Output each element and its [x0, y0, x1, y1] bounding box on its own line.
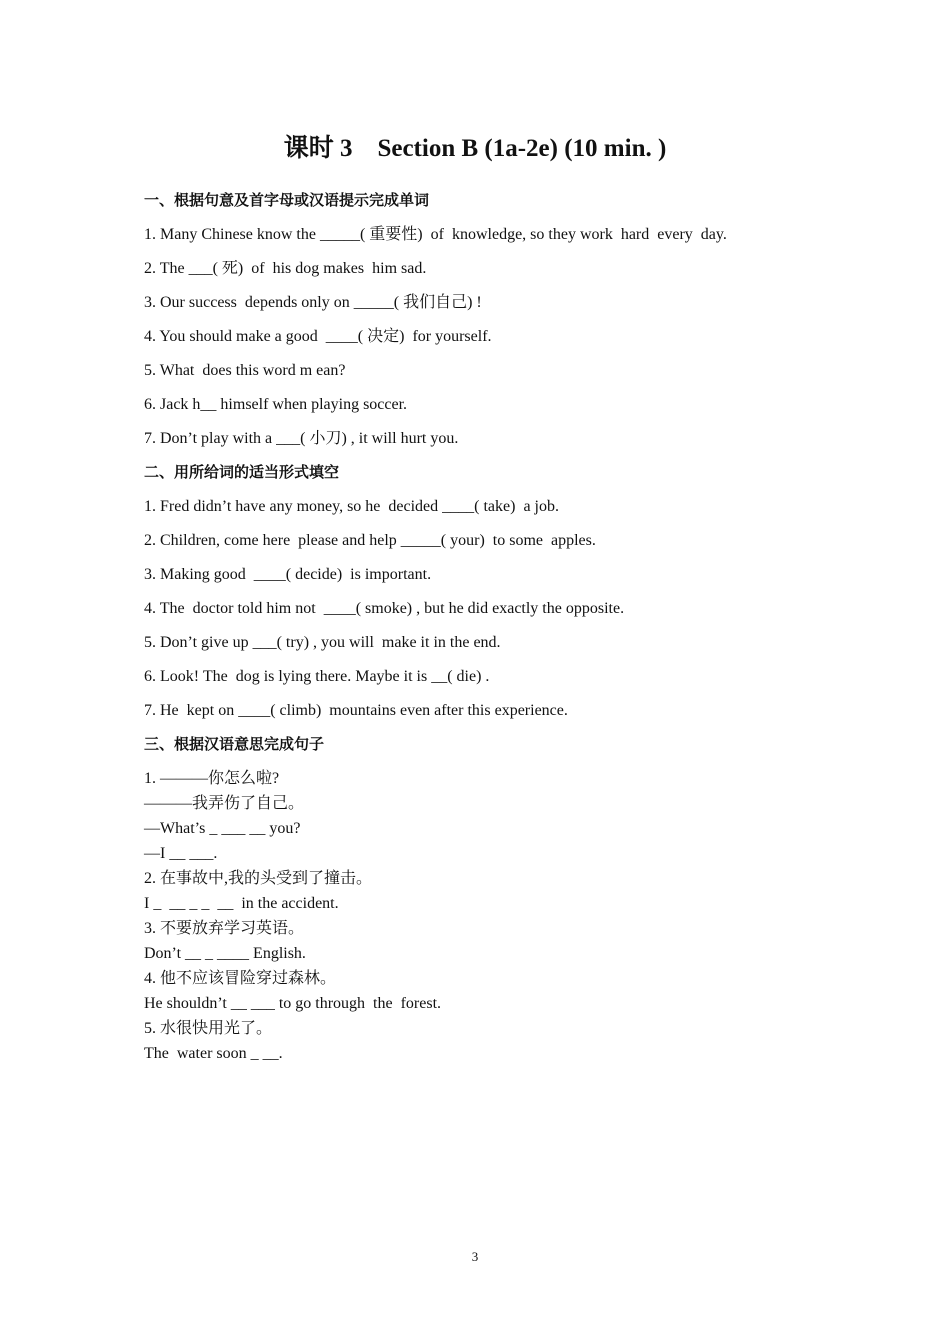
- exercise-item: 7. Don’t play with a ___( 小刀) , it will hurt you.: [144, 430, 459, 447]
- exercise-item: 5. What does this word m ean?: [144, 362, 346, 379]
- exercise-item: 2. Children, come here please and help _____( your) to some apples.: [144, 532, 596, 549]
- section-heading: 二、用所给词的适当形式填空: [144, 463, 340, 481]
- page-title: 课时 3 Section B (1a-2e) (10 min. ): [283, 135, 667, 162]
- exercise-item: 2. The ___( 死) of his dog makes him sad.: [144, 260, 427, 277]
- page-number: 3: [471, 1249, 479, 1264]
- exercise-item: 1. Many Chinese know the _____( 重要性) of knowledge, so they work hard every day.: [144, 226, 727, 243]
- exercise-item: 6. Jack h__ himself when playing soccer.: [144, 396, 408, 413]
- exercise-item: I _ __ _ _ __ in the accident.: [144, 895, 339, 912]
- exercise-item: 1. ———你怎么啦?: [144, 770, 280, 787]
- exercise-item: —What’s _ ___ __ you?: [144, 820, 301, 837]
- exercise-item: 5. 水很快用光了。: [144, 1020, 273, 1037]
- exercise-item: 4. The doctor told him not ____( smoke) , but he did exactly the opposite.: [144, 600, 625, 617]
- section-heading: 一、根据句意及首字母或汉语提示完成单词: [144, 191, 430, 209]
- exercise-content: [144, 188, 824, 1066]
- exercise-item: He shouldn’t __ ___ to go through the forest.: [144, 995, 442, 1012]
- exercise-item: 6. Look! The dog is lying there. Maybe it is __( die) .: [144, 668, 490, 685]
- section-heading: 三、根据汉语意思完成句子: [144, 735, 325, 753]
- exercise-item: 3. Making good ____( decide) is important.: [144, 566, 432, 583]
- exercise-item: 3. Our success depends only on _____( 我们自己) !: [144, 294, 482, 311]
- translation-block: [144, 766, 824, 1066]
- exercise-item: —I __ ___.: [144, 845, 218, 862]
- exercise-item: 4. 他不应该冒险穿过森林。: [144, 970, 337, 987]
- exercise-item: 5. Don’t give up ___( try) , you will make it in the end.: [144, 634, 501, 651]
- exercise-item: Don’t __ _ ____ English.: [144, 945, 306, 962]
- exercise-item: 2. 在事故中,我的头受到了撞击。: [144, 870, 373, 887]
- exercise-item: The water soon _ __.: [144, 1045, 283, 1062]
- exercise-item: 7. He kept on ____( climb) mountains even after this experience.: [144, 702, 568, 719]
- exercise-item: ———我弄伤了自己。: [144, 795, 305, 812]
- exercise-item: 1. Fred didn’t have any money, so he decided ____( take) a job.: [144, 498, 559, 515]
- exercise-item: 4. You should make a good ____( 决定) for yourself.: [144, 328, 492, 345]
- exercise-item: 3. 不要放弃学习英语。: [144, 920, 305, 937]
